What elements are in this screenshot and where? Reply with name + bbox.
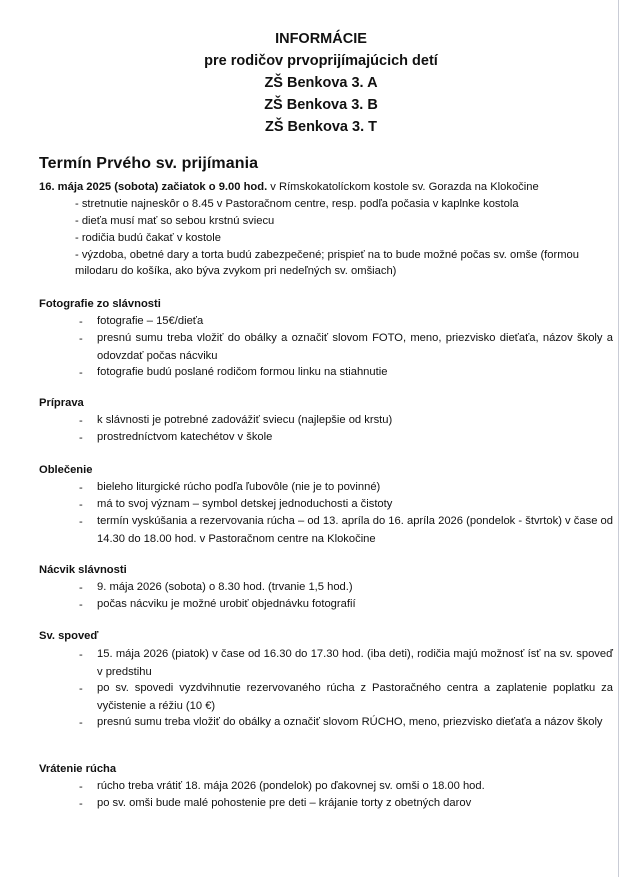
- termin-date-bold: 16. mája 2025 (sobota) začiatok o 9.00 hod.: [39, 181, 268, 193]
- priprava-item: prostredníctvom katechétov v škole: [97, 431, 273, 443]
- header-class-b: ZŠ Benkova 3. B: [264, 97, 378, 113]
- termin-item: - rodičia budú čakať v kostole: [75, 232, 221, 244]
- section-title-fotografie: Fotografie zo slávnosti: [39, 298, 161, 310]
- termin-item: - dieťa musí mať so sebou krstnú sviecu: [75, 215, 275, 227]
- header-class-t: ZŠ Benkova 3. T: [264, 119, 377, 135]
- vratenie-item: po sv. omši bude malé pohostenie pre deti – krájanie torty z obetných darov: [97, 797, 472, 809]
- section-title-oblecenie: Oblečenie: [39, 464, 93, 476]
- header-class-a: ZŠ Benkova 3. A: [264, 75, 378, 91]
- oblecenie-item: bieleho liturgické rúcho podľa ľubovôle (nie je to povinné): [97, 481, 381, 493]
- bullet-dash: -: [79, 333, 83, 345]
- termin-item-continued: milodaru do košíka, ako býva zvykom pri nedeľných sv. omšiach): [75, 265, 397, 277]
- termin-title: Termín Prvého sv. prijímania: [39, 155, 259, 172]
- fotografie-item: fotografie budú poslané rodičom formou linku na stiahnutie: [97, 366, 388, 378]
- section-title-vratenie: Vrátenie rúcha: [39, 763, 117, 775]
- bullet-dash: -: [79, 683, 83, 695]
- spoved-item: 15. mája 2026 (piatok) v čase od 16.30 do 17.30 hod. (iba deti), rodičia majú možnosť ísť na sv. spoveď v predstihu: [97, 648, 613, 678]
- spoved-item: po sv. spovedi vyzdvihnutie rezervovaného rúcha z Pastoračného centra a zaplatenie poplatku za vyčistenie a réžiu (10 €): [97, 682, 613, 712]
- bullet-dash: -: [79, 432, 83, 444]
- nacvik-item: počas nácviku je možné urobiť objednávku fotografií: [97, 598, 356, 610]
- section-title-priprava: Príprava: [39, 397, 84, 409]
- termin-date-line: [39, 180, 539, 194]
- document-header: [0, 28, 620, 138]
- bullet-dash: -: [79, 582, 83, 594]
- nacvik-item: 9. mája 2026 (sobota) o 8.30 hod. (trvanie 1,5 hod.): [97, 581, 353, 593]
- bullet-dash: -: [79, 717, 83, 729]
- bullet-dash: -: [79, 599, 83, 611]
- header-subtitle: pre rodičov prvoprijímajúcich detí: [204, 53, 438, 69]
- bullet-dash: -: [79, 316, 83, 328]
- termin-item: - výzdoba, obetné dary a torta budú zabezpečené; prispieť na to bude možné počas sv. omše (formou: [75, 249, 579, 261]
- bullet-dash: -: [79, 649, 83, 661]
- fotografie-item: fotografie – 15€/dieťa: [97, 315, 204, 327]
- oblecenie-item: má to svoj význam – symbol detskej jednoduchosti a čistoty: [97, 498, 393, 510]
- bullet-dash: -: [79, 367, 83, 379]
- priprava-item: k slávnosti je potrebné zadovážiť sviecu (najlepšie od krstu): [97, 414, 393, 426]
- bullet-dash: -: [79, 499, 83, 511]
- spoved-item: presnú sumu treba vložiť do obálky a označiť slovom RÚCHO, meno, priezvisko dieťaťa a názov školy: [97, 716, 603, 728]
- bullet-dash: -: [79, 482, 83, 494]
- bullet-dash: -: [79, 516, 83, 528]
- termin-item: - stretnutie najneskôr o 8.45 v Pastoračnom centre, resp. podľa počasia v kaplnke kostola: [75, 198, 519, 210]
- section-title-nacvik: Nácvik slávnosti: [39, 564, 127, 576]
- fotografie-item: presnú sumu treba vložiť do obálky a označiť slovom FOTO, meno, priezvisko dieťaťa, názov školy a odovzdať počas nácviku: [97, 332, 613, 362]
- bullet-dash: -: [79, 798, 83, 810]
- oblecenie-item: termín vyskúšania a rezervovania rúcha – od 13. apríla do 16. apríla 2026 (pondelok - štvrtok) v čase od 14.30 do 18.00 hod. v Pastoračnom centre na Klokočine: [97, 515, 613, 545]
- termin-date-rest: v Rímskokatolíckom kostole sv. Gorazda na Klokočine: [267, 181, 539, 193]
- section-title-spoved: Sv. spoveď: [39, 630, 99, 642]
- vratenie-item: rúcho treba vrátiť 18. mája 2026 (pondelok) po ďakovnej sv. omši o 18.00 hod.: [97, 780, 485, 792]
- header-title: INFORMÁCIE: [275, 31, 367, 47]
- bullet-dash: -: [79, 415, 83, 427]
- bullet-dash: -: [79, 781, 83, 793]
